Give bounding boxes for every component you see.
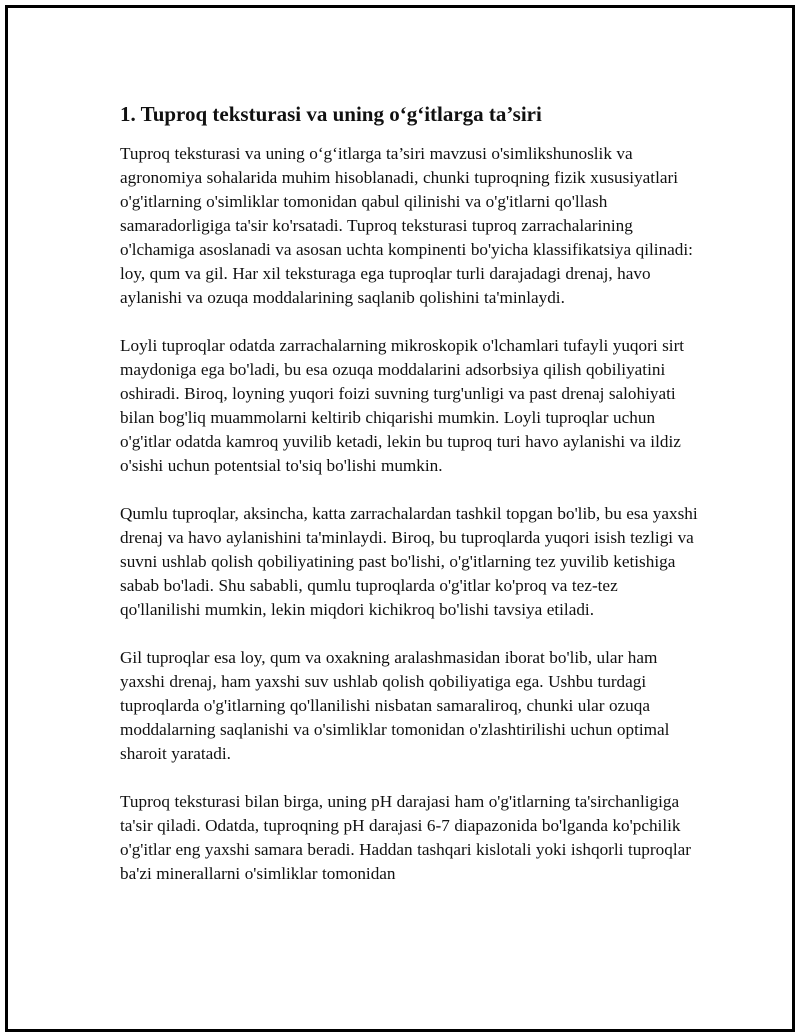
paragraph-sandy-soils: Qumlu tuproqlar, aksincha, katta zarrachalardan tashkil topgan bo'lib, bu esa yaxshi drenaj va havo aylanishini ta'minlaydi. Biroq, bu tuproqlarda yuqori isish tezligi va suvni ushlab qolish qobiliyatining past bo'lishi, o'g'itlarning tez yuvilib ketishiga sabab bo'ladi. Shu sababli, qumlu tuproqlarda o'g'itlar ko'proq va tez-tez qo'llanilishi mumkin, lekin miqdori kichikroq bo'lishi tavsiya etiladi.	[120, 504, 698, 619]
paragraph-soil-ph: Tuproq teksturasi bilan birga, uning pH darajasi ham o'g'itlarning ta'sirchanligiga ta'sir qiladi. Odatda, tuproqning pH darajasi 6-7 diapazonida bo'lganda ko'pchilik o'g'itlar eng yaxshi samara beradi. Haddan tashqari kislotali yoki ishqorli tuproqlar ba'zi minerallarni o'simliklar tomonidan	[120, 792, 691, 883]
section-heading: 1. Tuproq teksturasi va uning o‘g‘itlarga ta’siri	[120, 102, 542, 126]
paragraph-clay-soils: Loyli tuproqlar odatda zarrachalarning mikroskopik o'lchamlari tufayli yuqori sirt maydoniga ega bo'ladi, bu esa ozuqa moddalarini adsorbsiya qilish qobiliyatini oshiradi. Biroq, loyning yuqori foizi suvning turg'unligi va past drenaj salohiyati bilan bog'liq muammolarni keltirib chiqarishi mumkin. Loyli tuproqlar uchun o'g'itlar odatda kamroq yuvilib ketadi, lekin bu tuproq turi havo aylanishi va ildiz o'sishi uchun potentsial to'siq bo'lishi mumkin.	[120, 336, 685, 475]
document-body	[120, 100, 700, 910]
paragraph-loam-soils: Gil tuproqlar esa loy, qum va oxakning aralashmasidan iborat bo'lib, ular ham yaxshi drenaj, ham yaxshi suv ushlab qolish qobiliyatiga ega. Ushbu turdagi tuproqlarda o'g'itlarning qo'llanilishi nisbatan samaraliroq, chunki ular ozuqa moddalarning saqlanishi va o'simliklar tomonidan o'zlashtirilishi uchun optimal sharoit yaratadi.	[120, 648, 670, 763]
paragraph-soil-texture-intro: Tuproq teksturasi va uning o‘g‘itlarga ta’siri mavzusi o'simlikshunoslik va agronomiya sohalarida muhim hisoblanadi, chunki tuproqning fizik xususiyatlari o'g'itlarning o'simliklar tomonidan qabul qilinishi va o'g'itlarni qo'llash samaradorligiga ta'sir ko'rsatadi. Tuproq teksturasi tuproq zarrachalarining o'lchamiga asoslanadi va asosan uchta kompinenti bo'yicha klassifikatsiya qilinadi: loy, qum va gil. Har xil teksturaga ega tuproqlar turli darajadagi drenaj, havo aylanishi va ozuqa moddalarining saqlanib qolishini ta'minlaydi.	[120, 144, 693, 307]
page-frame	[5, 5, 795, 1032]
